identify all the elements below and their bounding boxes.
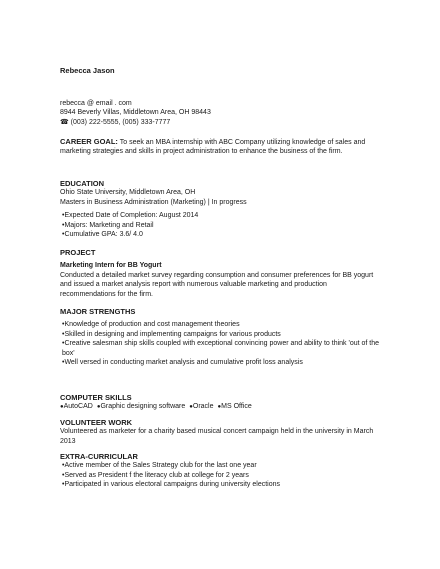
volunteer-section xyxy=(60,418,380,446)
volunteer-text: Volunteered as marketer for a charity based musical concert campaign held in the university in March 2013 xyxy=(60,428,374,445)
list-item: • Well versed in conducting market analysis and cumulative profit loss analysis xyxy=(60,358,380,367)
strengths-heading: MAJOR STRENGTHS xyxy=(60,307,136,316)
career-goal-text: To seek an MBA internship with ABC Company utilizing knowledge of sales and marketing strategies and skills in project administration to enhance the business of the firm. xyxy=(60,139,366,156)
education-heading: EDUCATION xyxy=(60,179,105,188)
volunteer-heading: VOLUNTEER WORK xyxy=(60,418,133,427)
list-item: • Skilled in designing and implementing campaigns for various products xyxy=(60,330,380,339)
career-goal-label: CAREER GOAL: xyxy=(60,137,118,146)
strengths-list xyxy=(60,320,380,367)
list-item: • Knowledge of production and cost management theories xyxy=(60,320,380,329)
project-title: Marketing Intern for BB Yogurt xyxy=(60,262,162,270)
project-heading: PROJECT xyxy=(60,248,96,257)
education-degree: Masters in Business Administration (Marketing) | In progress xyxy=(60,198,247,206)
education-list xyxy=(60,211,380,239)
strengths-section xyxy=(60,307,380,367)
extra-curricular-list xyxy=(60,461,380,489)
project-text: Conducted a detailed market survey regarding consumption and consumer preferences for BB yogurt and issued a market analysis report with numerous valuable marketing and production recommendations for the firm. xyxy=(60,271,374,298)
list-item: ● Graphic designing software xyxy=(97,402,185,412)
list-item: • Served as President f the literacy club at college for 2 years xyxy=(60,471,380,480)
list-item: • Creative salesman ship skills coupled with exceptional convincing power and ability to think 'out of the box' xyxy=(60,339,380,358)
extra-curricular-section xyxy=(60,452,380,490)
contact-block xyxy=(60,99,211,127)
phone-text: ☎ (003) 222-5555, (005) 333-7777 xyxy=(60,118,171,126)
candidate-name: Rebecca Jason xyxy=(60,66,115,75)
project-section xyxy=(60,248,380,299)
list-item: • Participated in various electoral campaigns during university elections xyxy=(60,480,380,489)
list-item: • Active member of the Sales Strategy club for the last one year xyxy=(60,461,380,470)
extra-curricular-heading: EXTRA-CURRICULAR xyxy=(60,452,138,461)
education-section xyxy=(60,179,380,239)
career-goal xyxy=(60,137,380,157)
computer-skills-list xyxy=(60,402,380,412)
list-item: ● MS Office xyxy=(218,402,252,412)
list-item: ● AutoCAD xyxy=(60,402,93,412)
list-item: ● Oracle xyxy=(189,402,213,412)
computer-skills-heading: COMPUTER SKILLS xyxy=(60,393,132,402)
email-text: rebecca @ email . com xyxy=(60,100,132,107)
list-item: • Expected Date of Completion: August 2014 xyxy=(60,211,380,220)
list-item: • Majors: Marketing and Retail xyxy=(60,221,380,230)
list-item: • Cumulative GPA: 3.6/ 4.0 xyxy=(60,230,380,239)
address-text: 8944 Beverly Villas, Middletown Area, OH 98443 xyxy=(60,109,211,117)
education-school: Ohio State University, Middletown Area, OH xyxy=(60,189,196,197)
computer-skills-section xyxy=(60,393,380,413)
